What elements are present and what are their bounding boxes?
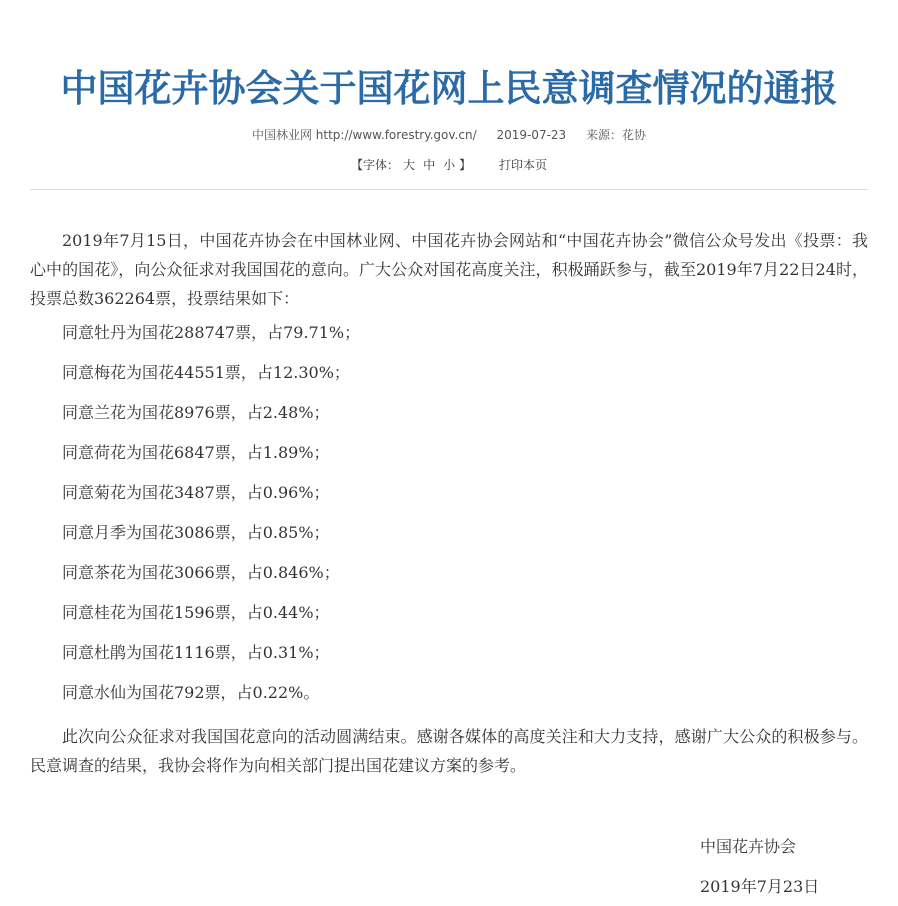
- print-page-link[interactable]: 打印本页: [498, 158, 547, 172]
- vote-results-list: [30, 322, 868, 722]
- vote-result-item: 同意水仙为国花792票，占0.22%。: [62, 683, 320, 702]
- intro-paragraph: 2019年7月15日，中国花卉协会在中国林业网、中国花卉协会网站和“中国花卉协会”微信公众号发出《投票：我心中的国花》，向公众征求对我国国花的意向。广大公众对国花高度关注，积极踊跃参与，截至2019年7月22日24时，投票总数362264票，投票结果如下：: [30, 231, 868, 308]
- signature-date: 2019年7月23日: [700, 877, 820, 896]
- meta-source: 来源：花协: [586, 128, 647, 142]
- font-size-selector: [351, 158, 475, 172]
- signature: 中国花卉协会: [700, 837, 797, 856]
- header-divider: [30, 189, 868, 190]
- vote-result-item: 同意杜鹃为国花1116票，占0.31%；: [62, 643, 330, 662]
- font-medium-link[interactable]: 中: [423, 158, 436, 172]
- meta-date: 2019-07-23: [496, 128, 567, 142]
- vote-result-item: 同意梅花为国花44551票，占12.30%；: [62, 363, 350, 382]
- vote-result-item: 同意茶花为国花3066票，占0.846%；: [62, 563, 340, 582]
- vote-result-item: 同意桂花为国花1596票，占0.44%；: [62, 603, 330, 622]
- font-large-link[interactable]: 大: [403, 158, 416, 172]
- vote-result-item: 同意菊花为国花3487票，占0.96%；: [62, 483, 330, 502]
- article-tools: [0, 156, 898, 174]
- article-meta: [0, 126, 898, 144]
- vote-result-item: 同意兰花为国花8976票，占2.48%；: [62, 403, 330, 422]
- font-size-close: 】: [459, 158, 472, 172]
- vote-result-item: 同意牡丹为国花288747票，占79.71%；: [62, 323, 361, 342]
- closing-paragraph: 此次向公众征求对我国国花意向的活动圆满结束。感谢各媒体的高度关注和大力支持，感谢广大公众的积极参与。民意调查的结果，我协会将作为向相关部门提出国花建议方案的参考。: [30, 727, 868, 775]
- article-title: 中国花卉协会关于国花网上民意调查情况的通报: [60, 66, 838, 110]
- vote-result-item: 同意荷花为国花6847票，占1.89%；: [62, 443, 330, 462]
- meta-site: 中国林业网 http://www.forestry.gov.cn/: [251, 128, 477, 142]
- article-body: [30, 226, 868, 780]
- font-small-link[interactable]: 小: [443, 158, 456, 172]
- font-size-open: 【字体：: [351, 158, 400, 172]
- vote-result-item: 同意月季为国花3086票，占0.85%；: [62, 523, 330, 542]
